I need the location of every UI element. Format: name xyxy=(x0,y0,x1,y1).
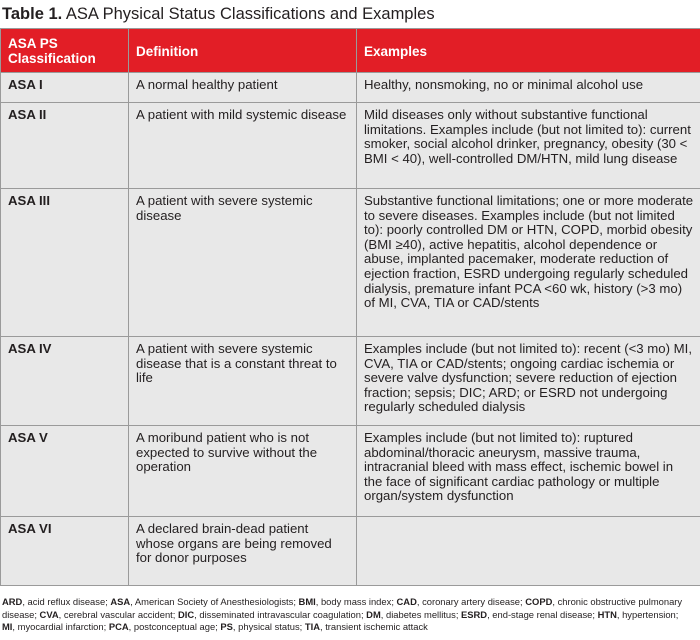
examples-cell: Substantive functional limitations; one or more moderate to severe diseases. Examples include (but not limited to): poorly controlled DM or HTN, COPD, morbid obesity (BMI ≥40), active hepatitis, alcohol dependence or abuse, implanted pacemaker, moderate reduction of ejection fraction, ESRD undergoing regularly scheduled dialysis, premature infant PCA <60 wk, history (>3 mo) of MI, CVA, TIA or CAD/stents xyxy=(357,189,700,337)
definition-cell: A patient with mild systemic disease xyxy=(129,103,357,189)
footnote-abbreviation: BMI xyxy=(298,596,316,607)
table-row xyxy=(1,189,700,337)
footnote-abbreviation: MI xyxy=(2,621,13,632)
footnote-meaning: disseminated intravascular coagulation xyxy=(199,608,361,620)
table-row xyxy=(1,517,700,586)
classification-cell: ASA IV xyxy=(1,337,129,426)
abbreviations-footnote: ARD, acid reflux disease; ASA, American Society of Anesthesiologists; BMI, body mass index; CAD, coronary artery disease; COPD, chronic obstructive pulmonary disease; CVA, cerebral vascular accident; DIC, disseminated intravascular coagulation; DM, diabetes mellitus; ESRD, end-stage renal disease; HTN, hypertension; MI, myocardial infarction; PCA, postconceptual age; PS, physical status; TIA, transient ischemic attack xyxy=(2,596,683,632)
footnote-abbreviation: DM xyxy=(366,608,381,620)
asa-classification-table xyxy=(0,28,700,586)
examples-cell xyxy=(357,517,700,586)
classification-cell: ASA VI xyxy=(1,517,129,586)
footnote-abbreviation: CVA xyxy=(39,608,59,620)
classification-cell: ASA II xyxy=(1,103,129,189)
table-row xyxy=(1,426,700,517)
table-row xyxy=(1,73,700,103)
table-title-text: ASA Physical Status Classifications and Examples xyxy=(65,5,435,23)
footnote-meaning: transient ischemic attack xyxy=(325,621,428,632)
definition-cell: A declared brain-dead patient whose organs are being removed for donor purposes xyxy=(129,517,357,586)
footnote-abbreviation: ARD xyxy=(2,596,23,607)
header-definition: Definition xyxy=(129,29,357,73)
footnote-abbreviation: HTN xyxy=(597,608,617,620)
footnote-abbreviation: TIA xyxy=(304,621,320,632)
footnote-abbreviation: PS xyxy=(220,621,233,632)
classification-cell: ASA V xyxy=(1,426,129,517)
footnote-meaning: body mass index xyxy=(320,596,392,607)
footnote-abbreviation: COPD xyxy=(525,596,553,607)
footnote-meaning: coronary artery disease xyxy=(422,596,521,607)
footnote-abbreviation: ASA xyxy=(110,596,131,607)
footnote-meaning: hypertension xyxy=(622,608,676,620)
examples-cell: Examples include (but not limited to): recent (<3 mo) MI, CVA, TIA or CAD/stents; ongoing cardiac ischemia or severe valve dysfunction; severe reduction of ejection fraction; sepsis; DIC; ARD; or ESRD not undergoing regularly scheduled dialysis xyxy=(357,337,700,426)
footnote-meaning: postconceptual age xyxy=(133,621,216,632)
examples-cell: Examples include (but not limited to): ruptured abdominal/thoracic aneurysm, massive trauma, intracranial bleed with mass effect, ischemic bowel in the face of significant cardiac pathology or multiple organ/system dysfunction xyxy=(357,426,700,517)
footnote-meaning: chronic obstructive pulmonary disease xyxy=(2,596,683,620)
definition-cell: A patient with severe systemic disease xyxy=(129,189,357,337)
examples-cell: Mild diseases only without substantive functional limitations. Examples include (but not limited to): current smoker, social alcohol drinker, pregnancy, obesity (30 < BMI < 40), well-controlled DM/HTN, mild lung disease xyxy=(357,103,700,189)
footnote-meaning: acid reflux disease xyxy=(27,596,106,607)
footnote-meaning: physical status xyxy=(238,621,300,632)
table-title xyxy=(2,4,698,24)
footnote-abbreviation: PCA xyxy=(108,621,129,632)
definition-cell: A normal healthy patient xyxy=(129,73,357,103)
header-examples: Examples xyxy=(357,29,700,73)
footnote-meaning: cerebral vascular accident xyxy=(63,608,173,620)
table-header-row xyxy=(1,29,700,73)
classification-cell: ASA I xyxy=(1,73,129,103)
footnote-abbreviation: DIC xyxy=(178,608,195,620)
footnote-abbreviation: ESRD xyxy=(461,608,488,620)
footnote-meaning: American Society of Anesthesiologists xyxy=(134,596,294,607)
examples-cell: Healthy, nonsmoking, no or minimal alcohol use xyxy=(357,73,700,103)
definition-cell: A patient with severe systemic disease that is a constant threat to life xyxy=(129,337,357,426)
footnote-meaning: diabetes mellitus xyxy=(385,608,456,620)
footnote-abbreviation: CAD xyxy=(396,596,417,607)
classification-cell: ASA III xyxy=(1,189,129,337)
definition-cell: A moribund patient who is not expected to survive without the operation xyxy=(129,426,357,517)
footnote-meaning: myocardial infarction xyxy=(17,621,104,632)
table-row xyxy=(1,337,700,426)
header-classification: ASA PS Classification xyxy=(1,29,129,73)
footnote-meaning: end-stage renal disease xyxy=(492,608,593,620)
table-title-label: Table 1. xyxy=(2,5,63,23)
table-row xyxy=(1,103,700,189)
